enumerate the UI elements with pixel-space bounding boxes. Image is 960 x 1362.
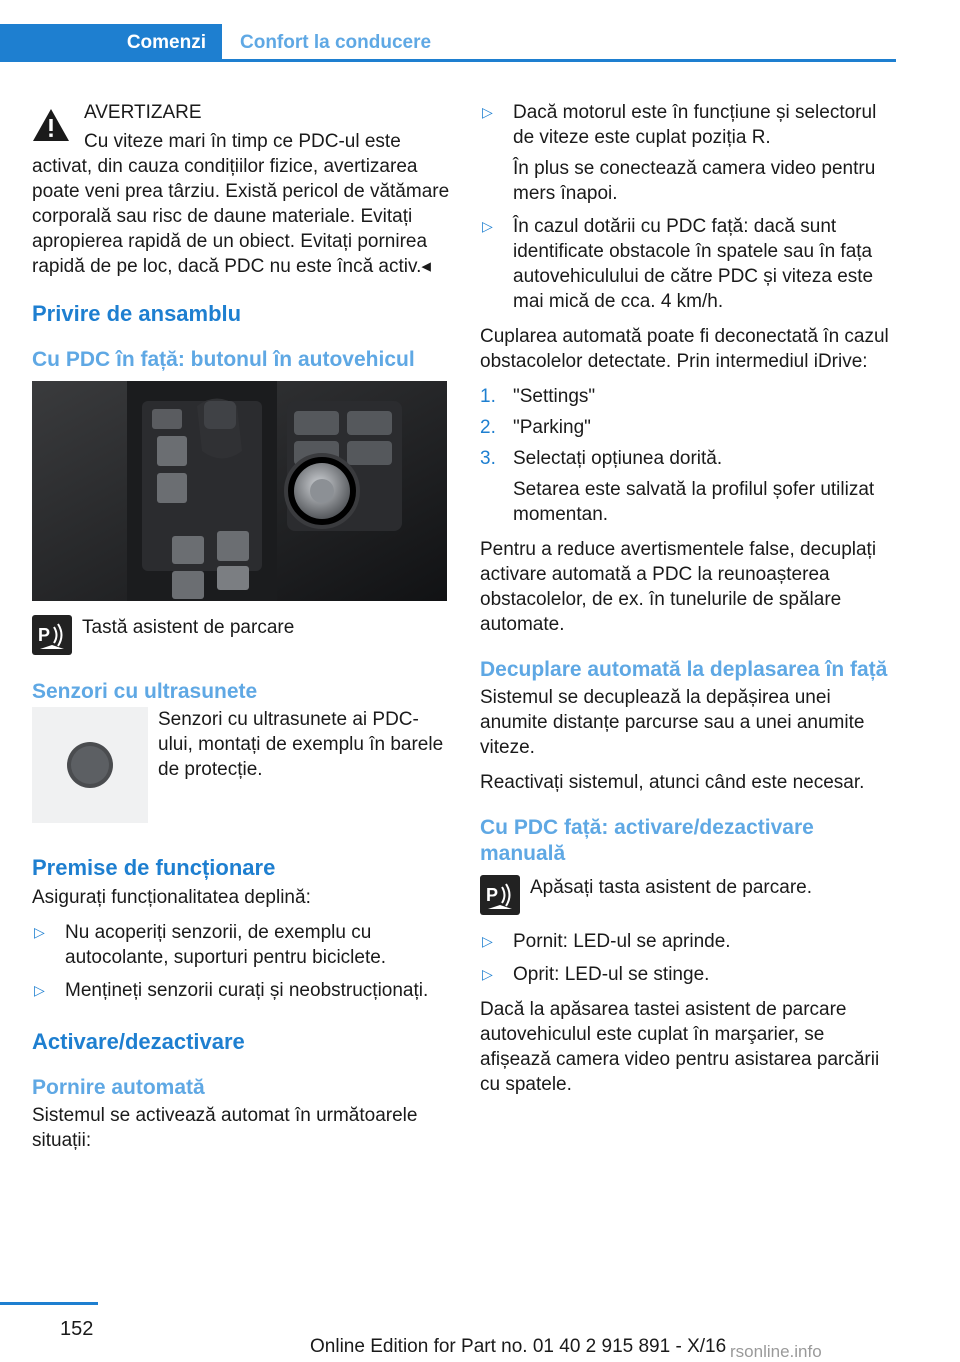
list-item: ▷ Dacă motorul este în funcțiune și selectorul de viteze este cuplat poziția R. În plus se conectează camera video pentru mers înapoi.	[480, 100, 898, 206]
tab-confort-la-conducere[interactable]: Confort la conducere	[240, 32, 432, 53]
list-item: ▷ În cazul dotării cu PDC față: dacă sunt identificate obstacole în spatele sau în fața autovehiculului de către PDC și viteza este mai mică de cca. 4 km/h.	[482, 216, 874, 312]
svg-text:P: P	[38, 625, 51, 645]
heading-activation: Activare/dezactivare	[32, 1029, 245, 1054]
triangle-right-icon: ▷	[482, 933, 493, 949]
page-number: 152	[60, 1318, 94, 1340]
heading-auto-off: Decuplare automată la deplasarea în față	[480, 658, 888, 681]
sensors-text: Senzori cu ultrasunete ai PDC-ului, montați de exemplu în barele de protecție.	[158, 709, 444, 780]
list-item: 2. "Parking"	[480, 417, 591, 438]
watermark: rsonline.info	[730, 1342, 822, 1361]
svg-text:P: P	[486, 885, 499, 905]
auto-start-list	[480, 100, 898, 314]
manual-text: Apăsați tasta asistent de parcare.	[530, 877, 812, 898]
auto-off-text: Sistemul se decuplează la depășirea unei anumite distanțe parcurse sau a unei anumite viteze.	[480, 687, 865, 758]
button-caption: Tastă asistent de parcare	[82, 617, 295, 638]
left-column	[32, 100, 450, 1163]
heading-premises: Premise de funcționare	[32, 855, 276, 880]
list-item: ▷ Mențineți senzorii curați și neobstrucționați.	[34, 980, 429, 1001]
warning-block	[32, 100, 450, 279]
warning-triangle-icon	[32, 108, 70, 142]
console-photo	[32, 381, 447, 601]
triangle-right-icon: ▷	[34, 982, 45, 998]
list-item-note: În plus se conectează camera video pentru mers înapoi.	[513, 158, 876, 204]
sensor-photo	[32, 707, 148, 823]
reactivate-text: Reactivați sistemul, atunci când este necesar.	[480, 772, 865, 793]
heading-overview: Privire de ansamblu	[32, 301, 242, 326]
warning-text: Cu viteze mari în timp ce PDC-ul este activat, din cauza condițiilor fizice, avertizarea poate veni prea târziu. Există pericol de vătămare corporală sau risc de daune materiale. Evitați apropierea rapidă de un obiect. Evitați pornirea rapidă de pe loc, dacă PDC nu este încă activ.◂	[32, 131, 450, 277]
reverse-text: Dacă la apăsarea tastei asistent de parcare autovehiculul este cuplat în marşarier, se afișează camera video pentru asistarea parcării cu spatele.	[480, 999, 880, 1095]
triangle-right-icon: ▷	[482, 104, 493, 120]
premises-intro: Asigurați funcționalitatea deplină:	[32, 887, 311, 908]
heading-sensors: Senzori cu ultrasunete	[32, 680, 258, 703]
premises-list	[32, 920, 450, 1003]
footer-divider	[0, 1302, 98, 1305]
list-item: ▷ Nu acoperiți senzorii, de exemplu cu autocolante, suporturi pentru biciclete.	[34, 922, 387, 968]
page-header	[0, 0, 960, 62]
heading-button: Cu PDC în față: butonul în autovehicul	[32, 348, 415, 371]
right-column	[480, 100, 898, 1107]
triangle-right-icon: ▷	[34, 924, 45, 940]
triangle-right-icon: ▷	[482, 218, 493, 234]
heading-manual: Cu PDC față: activare/dezactivare manuală	[480, 816, 814, 865]
list-item: 3. Selectați opțiunea dorită. Setarea este salvată la profilul șofer utilizat momentan.	[480, 446, 898, 527]
list-item-note: Setarea este salvată la profilul șofer utilizat momentan.	[513, 479, 875, 525]
triangle-right-icon: ▷	[482, 966, 493, 982]
manual-list	[480, 929, 898, 987]
list-item: ▷ Pornit: LED-ul se aprinde.	[482, 931, 731, 952]
list-item: ▷ Oprit: LED-ul se stinge.	[482, 964, 710, 985]
auto-disconnect-text: Cuplarea automată poate fi deconectată în cazul obstacolelor detectate. Prin intermediul iDrive:	[480, 326, 889, 372]
park-assist-icon	[32, 615, 72, 655]
heading-auto-start: Pornire automată	[32, 1076, 205, 1099]
online-edition: Online Edition for Part no. 01 40 2 915 891 - X/16	[310, 1336, 727, 1357]
sensor-block	[32, 707, 450, 825]
button-caption-row	[32, 615, 450, 659]
manual-row	[480, 875, 898, 919]
auto-start-text: Sistemul se activează automat în următoarele situații:	[32, 1105, 418, 1151]
list-item: 1. "Settings"	[480, 386, 596, 407]
header-divider	[222, 59, 896, 62]
false-warnings-text: Pentru a reduce avertismentele false, decuplați activare automată a PDC la reunoașterea obstacolelor, de ex. în tunelurile de spălare automate.	[480, 539, 877, 635]
park-assist-icon	[480, 875, 520, 915]
warning-title: AVERTIZARE	[84, 102, 202, 123]
tab-comenzi[interactable]: Comenzi	[0, 24, 222, 62]
idrive-steps	[480, 384, 898, 527]
